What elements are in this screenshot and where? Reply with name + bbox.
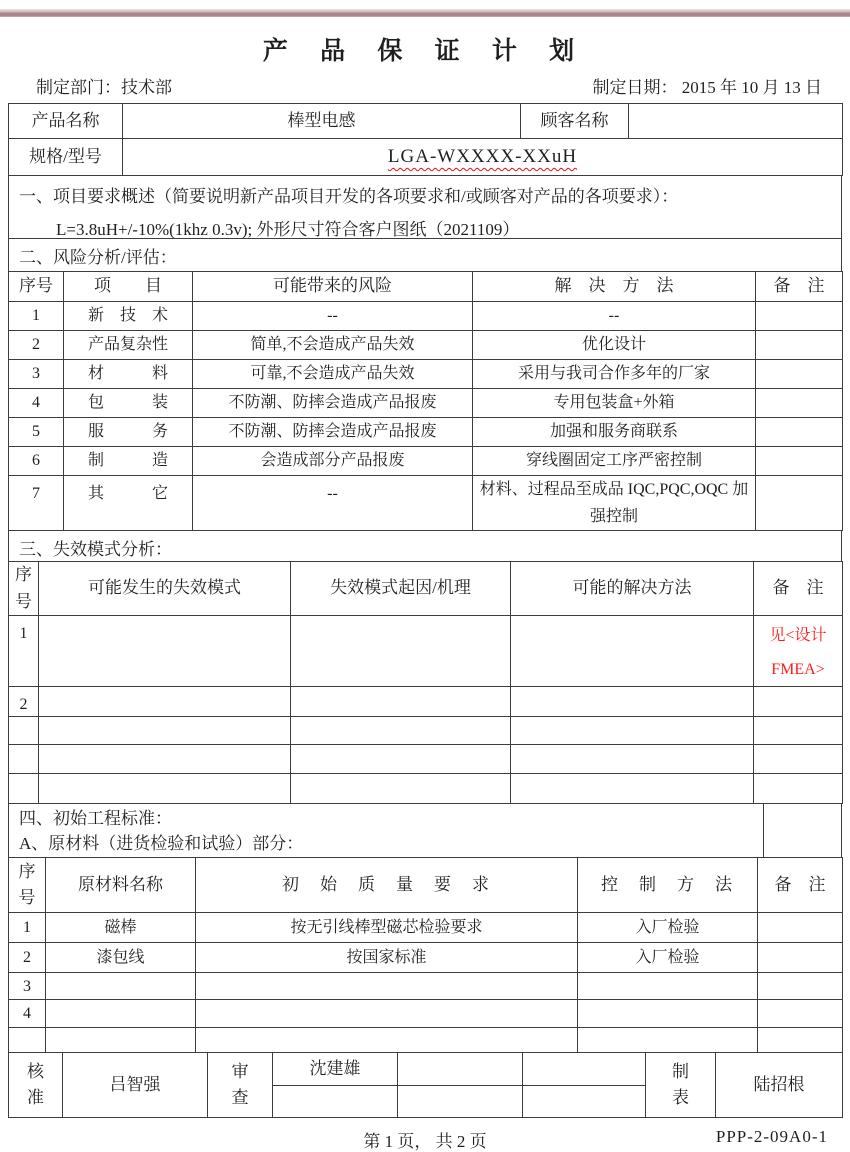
- material-name: [46, 1028, 196, 1053]
- risk-risk: 可靠,不会造成产品失效: [193, 360, 473, 389]
- preparer-label-cell: [646, 1053, 716, 1118]
- page-footer: [8, 1127, 842, 1151]
- customer-name-value: [629, 104, 843, 139]
- risk-note: [756, 302, 843, 331]
- risk-row: [9, 331, 843, 360]
- fmea-header-cause: 失效模式起因/机理: [291, 562, 511, 616]
- signature-empty-cell: [273, 1086, 398, 1118]
- signature-empty-cell: [523, 1086, 646, 1118]
- risk-risk: --: [193, 476, 473, 531]
- section4-subtitle: A、原材料（进货检验和试验）部分：: [19, 834, 304, 854]
- fmea-mode: [39, 717, 291, 745]
- fmea-header-row: [9, 562, 843, 616]
- fmea-no: [9, 774, 39, 804]
- risk-no: 2: [9, 331, 64, 360]
- signature-empty-cell: [398, 1086, 523, 1118]
- risk-no: 1: [9, 302, 64, 331]
- fmea-note-red: 见<设计 FMEA>: [754, 616, 843, 687]
- risk-solution: 材料、过程品至成品 IQC,PQC,OQC 加强控制: [473, 476, 756, 531]
- material-quality: [196, 973, 578, 1000]
- reviewer-label: 审查: [231, 1062, 249, 1108]
- risk-header-solution: 解 决 方 法: [473, 272, 756, 302]
- fmea-mode: [39, 745, 291, 774]
- product-name-label: 产品名称: [9, 104, 123, 139]
- top-decorative-bar: [0, 9, 850, 17]
- risk-item: 服 务: [64, 418, 193, 447]
- section1-content: L=3.8uH+/-10%(1khz 0.3v); 外形尺寸符合客户图纸（2021109）: [56, 220, 520, 239]
- page-title: 产 品 保 证 计 划: [262, 38, 588, 65]
- material-header-no: [9, 858, 46, 913]
- risk-note: [756, 418, 843, 447]
- risk-no: 6: [9, 447, 64, 476]
- material-no: 1: [9, 913, 46, 943]
- reviewer-name: 沈建雄: [273, 1053, 398, 1086]
- fmea-mode: [39, 687, 291, 717]
- material-control: 入厂检验: [578, 913, 758, 943]
- spec-value: LGA-WXXXX-XXuH: [123, 139, 843, 176]
- material-header-row: [9, 858, 843, 913]
- material-note: [758, 1028, 843, 1053]
- customer-name-label: 顾客名称: [521, 104, 629, 139]
- material-control: [578, 1028, 758, 1053]
- risk-header-risk: 可能带来的风险: [193, 272, 473, 302]
- risk-note: [756, 389, 843, 418]
- risk-note: [756, 476, 843, 531]
- fmea-no: 1: [9, 616, 39, 687]
- material-note: [758, 1000, 843, 1028]
- material-row: [9, 973, 843, 1000]
- section3-title: 三、失效模式分析：: [8, 530, 842, 562]
- material-row: [9, 1028, 843, 1053]
- risk-solution: --: [473, 302, 756, 331]
- material-quality: [196, 1028, 578, 1053]
- risk-table: [8, 271, 843, 531]
- preparer-label: 制表: [672, 1062, 689, 1108]
- info-table: [8, 103, 843, 176]
- fmea-cause: [291, 745, 511, 774]
- fmea-cause: [291, 774, 511, 804]
- fmea-header-mode: 可能发生的失效模式: [39, 562, 291, 616]
- material-no: [9, 1028, 46, 1053]
- approver-label: 核准: [27, 1062, 44, 1108]
- fmea-no: 2: [9, 687, 39, 717]
- department-label: 制定部门：技术部: [36, 78, 172, 97]
- material-name: 漆包线: [46, 943, 196, 973]
- fmea-header-note: 备 注: [754, 562, 843, 616]
- section1-box: [8, 175, 842, 239]
- material-header-note: 备 注: [758, 858, 843, 913]
- signature-row-top: [9, 1053, 843, 1086]
- spec-label: 规格/型号: [9, 139, 123, 176]
- fmea-solution: [511, 774, 754, 804]
- fmea-header-no-text: 序号: [15, 565, 32, 611]
- risk-item: 新 技 术: [64, 302, 193, 331]
- document-number: PPP-2-09A0-1: [715, 1127, 828, 1147]
- material-no: 3: [9, 973, 46, 1000]
- date-label: 制定日期： 2015 年 10 月 13 日: [592, 78, 822, 97]
- approver-name: 吕智强: [63, 1053, 208, 1118]
- risk-row: [9, 476, 843, 531]
- risk-risk: 不防潮、防摔会造成产品报废: [193, 389, 473, 418]
- product-name-value: 棒型电感: [123, 104, 521, 139]
- risk-header-note: 备 注: [756, 272, 843, 302]
- material-no: 2: [9, 943, 46, 973]
- section1-title: 一、项目要求概述（简要说明新产品项目开发的各项要求和/或顾客对产品的各项要求）：: [19, 187, 679, 206]
- fmea-row: [9, 616, 843, 687]
- page-number: 第 1 页， 共 2 页: [363, 1132, 487, 1152]
- signature-empty-cell: [523, 1053, 646, 1086]
- risk-no: 3: [9, 360, 64, 389]
- fmea-header-solution: 可能的解决方法: [511, 562, 754, 616]
- signature-empty-cell: [398, 1053, 523, 1086]
- material-quality: 按无引线棒型磁芯检验要求: [196, 913, 578, 943]
- material-control: [578, 1000, 758, 1028]
- material-control: [578, 973, 758, 1000]
- meta-row: [8, 69, 842, 104]
- fmea-mode: [39, 774, 291, 804]
- fmea-solution: [511, 687, 754, 717]
- fmea-row: [9, 774, 843, 804]
- material-note: [758, 943, 843, 973]
- risk-risk: 会造成部分产品报废: [193, 447, 473, 476]
- fmea-row: [9, 745, 843, 774]
- risk-solution: 采用与我司合作多年的厂家: [473, 360, 756, 389]
- risk-header-row: [9, 272, 843, 302]
- material-row: [9, 943, 843, 973]
- risk-item: 其 它: [64, 476, 193, 531]
- material-header-quality: 初 始 质 量 要 求: [196, 858, 578, 913]
- risk-solution: 加强和服务商联系: [473, 418, 756, 447]
- section4-title: 四、初始工程标准：: [19, 809, 172, 829]
- fmea-solution: [511, 616, 754, 687]
- fmea-solution: [511, 745, 754, 774]
- risk-risk: 简单,不会造成产品失效: [193, 331, 473, 360]
- fmea-row: [9, 687, 843, 717]
- risk-row: [9, 418, 843, 447]
- material-note: [758, 913, 843, 943]
- fmea-note: [754, 717, 843, 745]
- fmea-solution: [511, 717, 754, 745]
- fmea-mode: [39, 616, 291, 687]
- risk-risk: --: [193, 302, 473, 331]
- risk-risk: 不防潮、防摔会造成产品报废: [193, 418, 473, 447]
- risk-note: [756, 360, 843, 389]
- material-header-name: 原材料名称: [46, 858, 196, 913]
- risk-item: 产品复杂性: [64, 331, 193, 360]
- fmea-no: [9, 717, 39, 745]
- material-name: [46, 973, 196, 1000]
- fmea-header-no: [9, 562, 39, 616]
- risk-header-item: 项 目: [64, 272, 193, 302]
- risk-note: [756, 331, 843, 360]
- risk-note: [756, 447, 843, 476]
- risk-solution: 专用包装盒+外箱: [473, 389, 756, 418]
- material-control: 入厂检验: [578, 943, 758, 973]
- risk-item: 包 装: [64, 389, 193, 418]
- fmea-table: [8, 561, 843, 804]
- section4-titles: [9, 804, 764, 857]
- risk-item: 制 造: [64, 447, 193, 476]
- material-header-no-text: 序号: [18, 862, 36, 908]
- risk-row: [9, 447, 843, 476]
- material-table: [8, 857, 843, 1053]
- fmea-note: [754, 774, 843, 804]
- risk-row: [9, 389, 843, 418]
- risk-header-no: 序号: [9, 272, 64, 302]
- material-name: [46, 1000, 196, 1028]
- material-note: [758, 973, 843, 1000]
- risk-solution: 优化设计: [473, 331, 756, 360]
- fmea-cause: [291, 616, 511, 687]
- fmea-no: [9, 745, 39, 774]
- info-row-product: [9, 104, 843, 139]
- material-name: 磁棒: [46, 913, 196, 943]
- risk-no: 5: [9, 418, 64, 447]
- document-page: [0, 31, 850, 1151]
- info-row-spec: [9, 139, 843, 176]
- material-row: [9, 1000, 843, 1028]
- signature-table: [8, 1052, 843, 1118]
- section4-title-block: [8, 803, 842, 858]
- risk-row: [9, 302, 843, 331]
- risk-solution: 穿线圈固定工序严密控制: [473, 447, 756, 476]
- preparer-name: 陆招根: [716, 1053, 843, 1118]
- approver-label-cell: [9, 1053, 63, 1118]
- risk-item: 材 料: [64, 360, 193, 389]
- risk-no: 4: [9, 389, 64, 418]
- material-row: [9, 913, 843, 943]
- fmea-row: [9, 717, 843, 745]
- fmea-cause: [291, 687, 511, 717]
- material-quality: 按国家标准: [196, 943, 578, 973]
- material-no: 4: [9, 1000, 46, 1028]
- risk-row: [9, 360, 843, 389]
- fmea-cause: [291, 717, 511, 745]
- material-quality: [196, 1000, 578, 1028]
- fmea-note: [754, 687, 843, 717]
- risk-no: 7: [9, 476, 64, 531]
- fmea-note: [754, 745, 843, 774]
- reviewer-label-cell: [208, 1053, 273, 1118]
- section2-title: 二、风险分析/评估：: [8, 238, 842, 272]
- section4-side-cell: [764, 804, 841, 857]
- material-header-control: 控 制 方 法: [578, 858, 758, 913]
